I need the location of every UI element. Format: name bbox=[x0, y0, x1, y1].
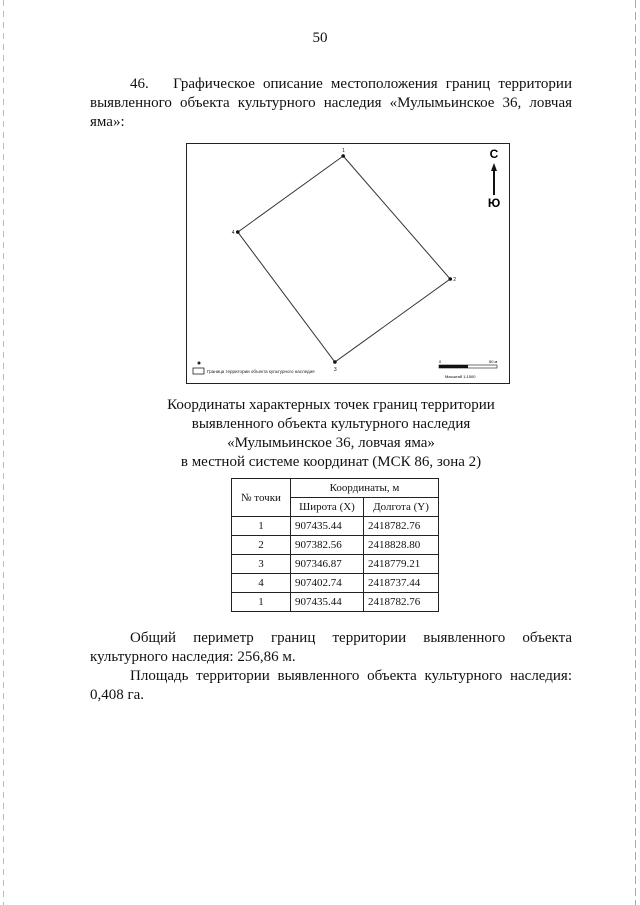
cell-point-number: 4 bbox=[232, 574, 291, 593]
scale-end-label: 50 м bbox=[489, 359, 498, 364]
map-legend bbox=[193, 362, 315, 375]
section-title: Графическое описание местоположения границ территории выявленного объекта культурного наследия «Мулымьинское 36, ловчая яма»: bbox=[90, 76, 572, 130]
boundary-map bbox=[186, 143, 510, 384]
north-arrow-shaft bbox=[493, 171, 495, 195]
legend-point-icon bbox=[198, 362, 201, 365]
cell-longitude: 2418779.21 bbox=[364, 555, 439, 574]
cell-longitude: 2418782.76 bbox=[364, 517, 439, 536]
section-heading bbox=[90, 75, 572, 132]
caption-line-4: в местной системе координат (МСК 86, зона 2) bbox=[180, 454, 482, 470]
page-number: 50 bbox=[312, 30, 328, 46]
header-point-number: № точки bbox=[232, 479, 291, 517]
table-row bbox=[232, 536, 439, 555]
boundary-point-label: 3 bbox=[333, 367, 337, 373]
boundary-point-marker bbox=[333, 360, 337, 364]
table-row bbox=[232, 517, 439, 536]
boundary-point-label: 2 bbox=[453, 276, 457, 283]
cell-latitude: 907435.44 bbox=[291, 517, 364, 536]
boundary-polygon bbox=[238, 156, 450, 362]
coordinates-table-body bbox=[232, 517, 439, 612]
table-caption bbox=[90, 396, 572, 472]
cell-point-number: 3 bbox=[232, 555, 291, 574]
cell-latitude: 907346.87 bbox=[291, 555, 364, 574]
compass-north-label: С bbox=[489, 147, 499, 161]
boundary-point-label: 4 bbox=[231, 230, 235, 237]
table-row bbox=[232, 555, 439, 574]
cell-point-number: 2 bbox=[232, 536, 291, 555]
cell-point-number: 1 bbox=[232, 593, 291, 612]
perimeter-paragraph bbox=[90, 629, 572, 667]
perimeter-text: Общий периметр границ территории выявленного объекта культурного наследия: 256,86 м. bbox=[90, 630, 572, 665]
cell-longitude: 2418737.44 bbox=[364, 574, 439, 593]
caption-line-2: выявленного объекта культурного наследия bbox=[191, 416, 471, 432]
table-row bbox=[232, 593, 439, 612]
scan-edge-left bbox=[3, 0, 4, 905]
header-longitude: Долгота (Y) bbox=[364, 498, 439, 517]
cell-longitude: 2418828.80 bbox=[364, 536, 439, 555]
cell-point-number: 1 bbox=[232, 517, 291, 536]
compass bbox=[488, 147, 500, 210]
area-paragraph bbox=[90, 667, 572, 705]
cell-longitude: 2418782.76 bbox=[364, 593, 439, 612]
area-text: Площадь территории выявленного объекта культурного наследия: 0,408 га. bbox=[90, 668, 572, 703]
north-arrow-icon bbox=[491, 163, 497, 171]
legend-text: Граница территории объекта культурного наследия bbox=[207, 369, 315, 374]
cell-latitude: 907382.56 bbox=[291, 536, 364, 555]
boundary-map-drawing bbox=[187, 144, 508, 382]
header-latitude: Широта (X) bbox=[291, 498, 364, 517]
scale-start-label: 0 bbox=[439, 359, 442, 364]
boundary-point-label: 1 bbox=[342, 148, 345, 154]
boundary-point-marker bbox=[448, 277, 452, 281]
boundary-point-marker bbox=[236, 230, 240, 234]
compass-south-label: Ю bbox=[487, 196, 501, 210]
table-row bbox=[232, 574, 439, 593]
cell-latitude: 907435.44 bbox=[291, 593, 364, 612]
scale-bar bbox=[439, 359, 498, 379]
boundary-points bbox=[232, 148, 456, 373]
section-number: 46. bbox=[130, 76, 149, 92]
boundary-point-marker bbox=[341, 154, 345, 158]
cell-latitude: 907402.74 bbox=[291, 574, 364, 593]
scan-edge-right bbox=[635, 0, 636, 905]
coordinates-table bbox=[231, 478, 439, 612]
caption-line-1: Координаты характерных точек границ территории bbox=[167, 397, 495, 413]
header-coordinates: Координаты, м bbox=[291, 479, 439, 498]
legend-swatch bbox=[193, 368, 204, 374]
scale-bar-fill bbox=[439, 365, 468, 368]
scale-note: Масштаб 1:1500 bbox=[445, 374, 476, 379]
caption-line-3: «Мулымьинское 36, ловчая яма» bbox=[227, 435, 435, 451]
